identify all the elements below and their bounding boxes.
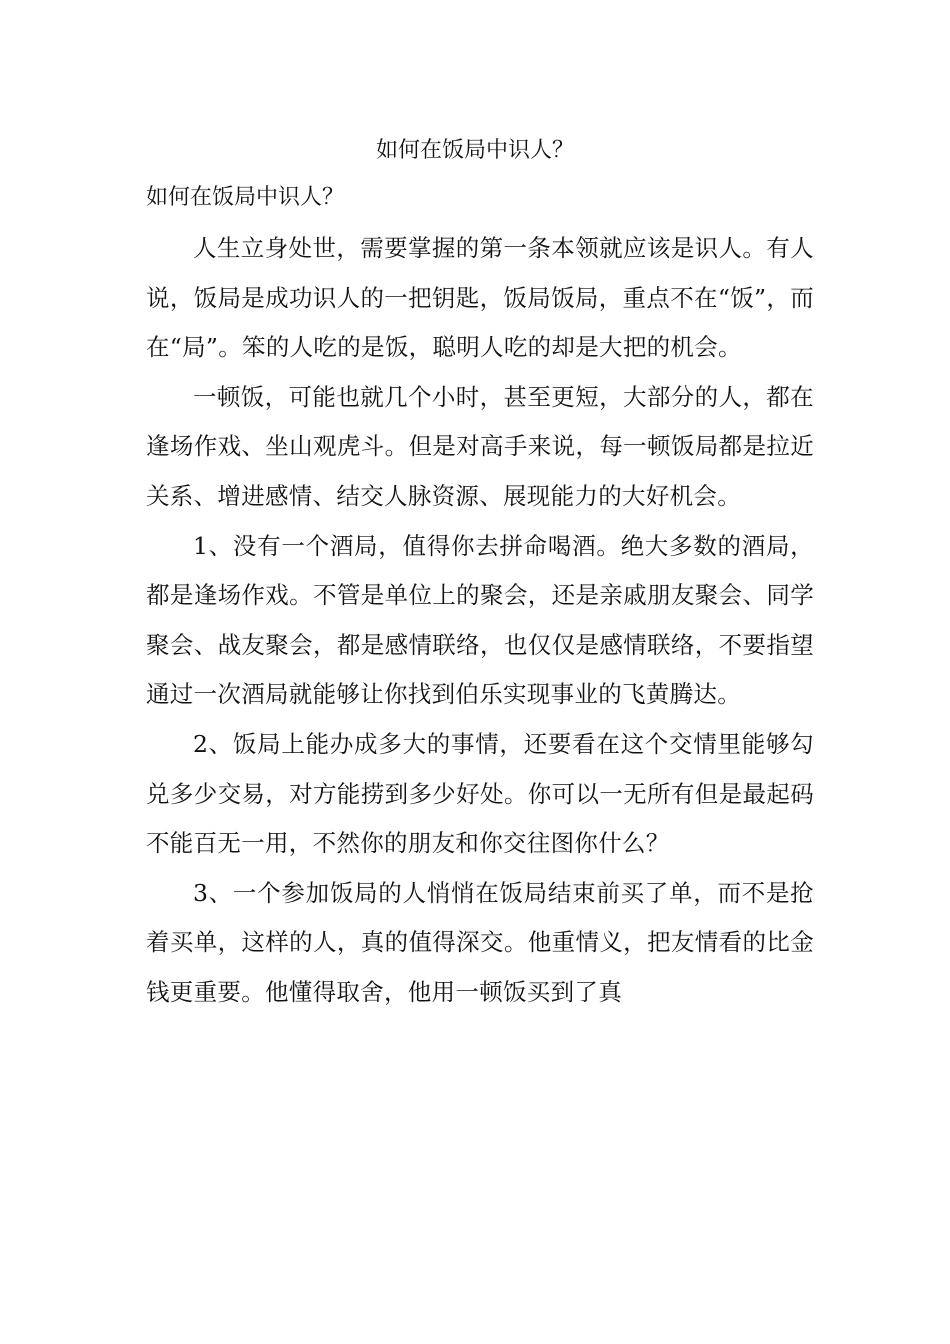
paragraph-point-2: 2、饭局上能办成多大的事情，还要看在这个交情里能够勾兑多少交易，对方能捞到多少好处。你可以一无所有但是最起码不能百无一用，不然你的朋友和你交往图你什么？	[146, 729, 814, 858]
paragraph-point-1: 1、没有一个酒局，值得你去拼命喝酒。绝大多数的酒局，都是逢场作戏。不管是单位上的聚会，还是亲戚朋友聚会、同学聚会、战友聚会，都是感情联络，也仅仅是感情联络，不要指望通过一次酒局就能够让你找到伯乐实现事业的飞黄腾达。	[146, 531, 814, 709]
page-title: 如何在饭局中识人？	[375, 138, 574, 163]
paragraph-intro: 人生立身处世，需要掌握的第一条本领就应该是识人。有人说，饭局是成功识人的一把钥匙，饭局饭局，重点不在“饭”，而在“局”。笨的人吃的是饭，聪明人吃的却是大把的机会。	[146, 234, 814, 362]
document-body	[146, 180, 814, 1018]
document-subtitle: 如何在饭局中识人？	[146, 185, 345, 210]
paragraph-meal-opportunity: 一顿饭，可能也就几个小时，甚至更短，大部分的人，都在逢场作戏、坐山观虎斗。但是对高手来说，每一顿饭局都是拉近关系、增进感情、结交人脉资源、展现能力的大好机会。	[146, 382, 814, 510]
paragraph-point-3: 3、一个参加饭局的人悄悄在饭局结束前买了单，而不是抢着买单，这样的人，真的值得深交。他重情义，把友情看的比金钱更重要。他懂得取舍，他用一顿饭买到了真	[146, 878, 814, 1006]
